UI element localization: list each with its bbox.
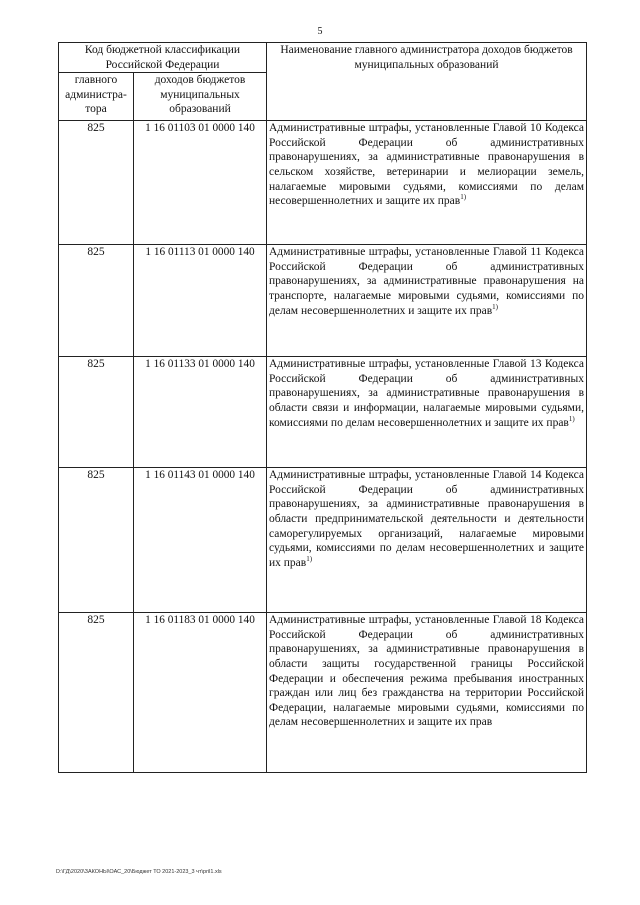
- header-admin-name: Наименование главного администратора доходов бюджетов муниципальных образований: [267, 43, 587, 121]
- admin-code-cell: 825: [59, 357, 134, 468]
- table-row: [59, 468, 587, 613]
- description-cell: [267, 613, 587, 773]
- income-code-cell: 1 16 01133 01 0000 140: [134, 357, 267, 468]
- admin-code-cell: 825: [59, 121, 134, 245]
- header-municipal-income: доходов бюджетов муниципальных образований: [134, 73, 267, 121]
- description-text: Административные штрафы, установленные Главой 13 Кодекса Российской Федерации об административных правонарушениях, за административные правонарушения в области связи и информации, налагаемые мировыми судьями, комиссиями по делам несовершеннолетних и защите их прав: [269, 358, 584, 429]
- budget-classification-table: [58, 42, 587, 773]
- description-cell: [267, 121, 587, 245]
- admin-code-cell: 825: [59, 613, 134, 773]
- footnote-mark: 1): [306, 554, 313, 563]
- page-number: 5: [317, 26, 323, 37]
- header-classification-code: Код бюджетной классификации Российской Федерации: [59, 43, 267, 73]
- admin-code-cell: 825: [59, 468, 134, 613]
- table-row: [59, 245, 587, 357]
- table-header-row: [59, 43, 587, 73]
- income-code-cell: 1 16 01143 01 0000 140: [134, 468, 267, 613]
- table-row: [59, 613, 587, 773]
- description-text: Административные штрафы, установленные Главой 14 Кодекса Российской Федерации об административных правонарушениях, за административные правонарушения в области предпринимательской деятельности и деятельности саморегулируемых организаций, налагаемые мировыми судьями, комиссиями по делам несовершеннолетних и защите их прав: [269, 469, 584, 569]
- description-text: Административные штрафы, установленные Главой 18 Кодекса Российской Федерации об административных правонарушениях, за административные правонарушения в области защиты государственной границы Российской Федерации и обеспечения режима пребывания иностранных граждан или лиц без гражданства на территории Российской Федерации, налагаемые мировыми судьями, комиссиями по делам несовершеннолетних и защите их прав: [269, 614, 584, 729]
- header-main-admin: главного администра-тора: [59, 73, 134, 121]
- footnote-mark: 1): [492, 302, 498, 311]
- footer-file-path: D:\ГД\2020\ЗАКОНЫ\ОАС_20\Бюджет ТО 2021-2023_3 чт\pril1.xls: [56, 869, 222, 875]
- description-text: Административные штрафы, установленные Главой 11 Кодекса Российской Федерации об административных правонарушениях, за административные правонарушения на транспорте, налагаемые мировыми судьями, комиссиями по делам несовершеннолетних и защите их прав: [269, 246, 584, 317]
- income-code-cell: 1 16 01113 01 0000 140: [134, 245, 267, 357]
- table-row: [59, 121, 587, 245]
- description-cell: [267, 245, 587, 357]
- table-row: [59, 357, 587, 468]
- footnote-mark: 1): [568, 414, 575, 423]
- income-code-cell: 1 16 01183 01 0000 140: [134, 613, 267, 773]
- description-cell: [267, 357, 587, 468]
- income-code-cell: 1 16 01103 01 0000 140: [134, 121, 267, 245]
- footnote-mark: 1): [460, 193, 467, 202]
- description-text: Административные штрафы, установленные Главой 10 Кодекса Российской Федерации об административных правонарушениях, за административные правонарушения в сельском хозяйстве, ветеринарии и мелиорации земель, налагаемые мировыми судьями, комиссиями по делам несовершеннолетних и защите их прав: [269, 122, 584, 208]
- description-cell: [267, 468, 587, 613]
- admin-code-cell: 825: [59, 245, 134, 357]
